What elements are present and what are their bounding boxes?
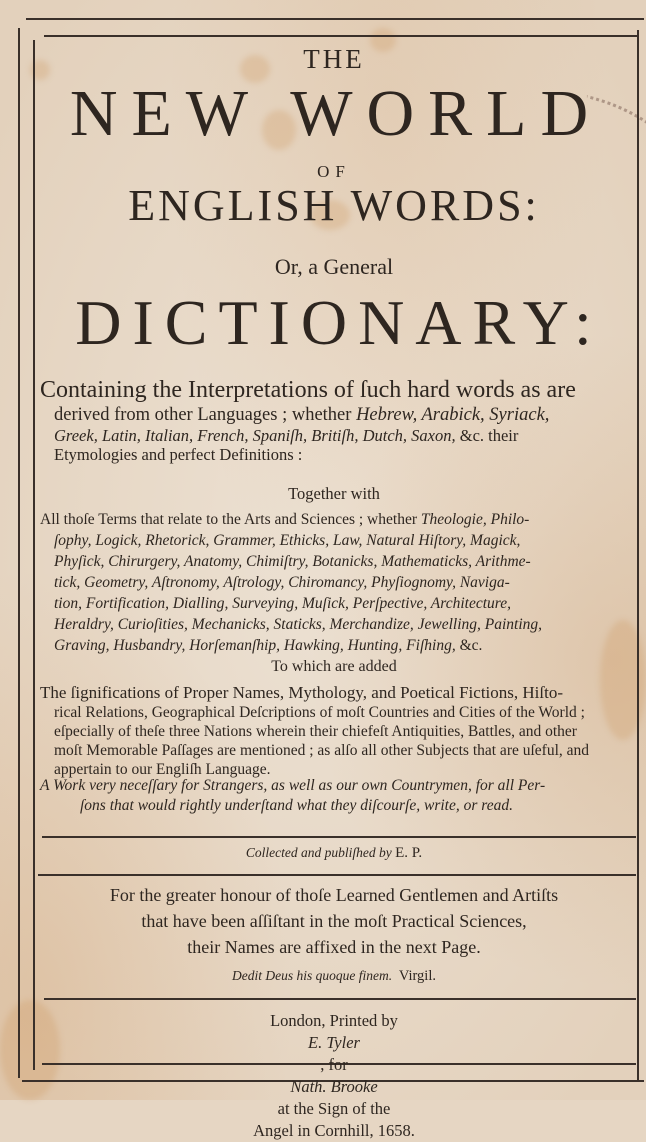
arts-line: tick, Geometry, Aſtronomy, Aſtrology, Chiromancy, Phyſiognomy, Naviga- bbox=[54, 574, 510, 591]
arts-line: Phyſick, Chirurgery, Anatomy, Chimiſtry, Botanicks, Mathematicks, Arithme- bbox=[54, 553, 531, 570]
subtitle-or-a-general: Or, a General bbox=[274, 254, 394, 279]
divider-above-imprint bbox=[44, 998, 636, 1000]
text-plain: London, Printed by bbox=[270, 1011, 398, 1030]
inner-rule-top bbox=[44, 35, 638, 37]
added-line: appertain to our Engliſh Language. bbox=[54, 760, 271, 778]
added-line: rical Relations, Geographical Deſcriptions of moſt Countries and Cities of the World ; bbox=[54, 703, 585, 721]
added-line: moſt Memorable Paſſages are mentioned ; as alſo all other Subjects that are uſeful, and bbox=[54, 741, 590, 759]
text-italic: Theologie, Philo- bbox=[420, 511, 530, 528]
imprint bbox=[34, 1010, 634, 1142]
imprint-line bbox=[34, 1010, 634, 1120]
work-note-paragraph bbox=[40, 778, 636, 817]
arts-line bbox=[40, 638, 636, 654]
text-plain: All thoſe Terms that relate to the Arts and Sciences ; whether bbox=[40, 511, 421, 528]
description-line bbox=[40, 406, 636, 425]
together-with-heading: Together with bbox=[288, 484, 380, 503]
text-plain: &c. their bbox=[459, 425, 519, 445]
work-note-line: ſons that would rightly underſtand what they diſcourſe, write, or read. bbox=[80, 796, 513, 814]
title-the: THE bbox=[303, 44, 365, 74]
printer-name: E. Tyler bbox=[308, 1033, 360, 1052]
arts-line bbox=[40, 512, 636, 528]
text-italic: Collected and publiſhed by bbox=[245, 845, 396, 860]
text-italic: Hebrew, Arabick, Syriack, bbox=[356, 405, 550, 425]
title-english-words: ENGLISH WORDS: bbox=[128, 181, 540, 230]
text-italic: Greek, Latin, Italian, French, Spaniſh, Britiſh, Dutch, Saxon, bbox=[54, 425, 460, 445]
divider-above-collected bbox=[42, 836, 636, 838]
added-line: The ſignifications of Proper Names, Mythology, and Poetical Fictions, Hiſto- bbox=[40, 683, 563, 702]
collected-by bbox=[34, 845, 634, 862]
description-line: Containing the Interpretations of ſuch hard words as are bbox=[40, 377, 576, 403]
work-note-line: A Work very neceſſary for Strangers, as well as our own Countrymen, for all Per- bbox=[40, 777, 546, 794]
honour-line: that have been aſſiſtant in the moſt Practical Sciences, bbox=[141, 911, 527, 931]
description-line: Etymologies and perfect Definitions : bbox=[54, 445, 303, 464]
description-paragraph bbox=[40, 378, 636, 464]
text-italic: Graving, Husbandry, Horſemanſhip, Hawking, Hunting, Fiſhing, bbox=[54, 637, 460, 654]
text-plain: derived from other Languages ; whether bbox=[54, 405, 357, 425]
arts-line: tion, Fortification, Dialling, Surveying, Muſick, Perſpective, Architecture, bbox=[54, 595, 511, 612]
outer-rule-top bbox=[26, 18, 644, 20]
to-which-added-heading: To which are added bbox=[271, 658, 397, 675]
inner-rule-right bbox=[637, 30, 639, 1080]
honour-statement bbox=[34, 882, 634, 960]
editor-initials: E. P. bbox=[395, 845, 423, 861]
honour-line: For the greater honour of thoſe Learned Gentlemen and Artiſts bbox=[109, 885, 559, 905]
motto-author: Virgil. bbox=[398, 968, 436, 984]
description-line bbox=[40, 425, 636, 445]
arts-line: Heraldry, Curioſities, Mechanicks, Staticks, Merchandize, Jewelling, Painting, bbox=[54, 616, 543, 633]
motto-text: Dedit Deus his quoque finem. bbox=[232, 968, 393, 983]
arts-sciences-paragraph bbox=[40, 512, 636, 659]
title-dictionary: DICTIONARY: bbox=[75, 287, 603, 358]
added-line: eſpecially of theſe three Nations wherein their chiefeſt Antiquities, Battles, and other bbox=[54, 722, 577, 740]
text-plain: &c. bbox=[459, 637, 483, 654]
text-plain: , for bbox=[320, 1055, 348, 1074]
arts-line: ſophy, Logick, Rhetorick, Grammer, Ethicks, Law, Natural Hiſtory, Magick, bbox=[54, 532, 521, 549]
divider-below-collected bbox=[38, 874, 636, 876]
outer-rule-left bbox=[18, 28, 20, 1078]
honour-line: their Names are affixed in the next Page. bbox=[187, 937, 481, 957]
text-plain: at the Sign of the bbox=[277, 1099, 391, 1118]
title-new-world: NEW WORLD bbox=[69, 77, 603, 150]
motto bbox=[34, 968, 634, 985]
proper-names-paragraph bbox=[40, 684, 636, 781]
bookseller-name: Nath. Brooke bbox=[290, 1077, 378, 1096]
title-of: OF bbox=[317, 162, 351, 181]
imprint-line: Angel in Cornhill, 1658. bbox=[253, 1121, 415, 1140]
